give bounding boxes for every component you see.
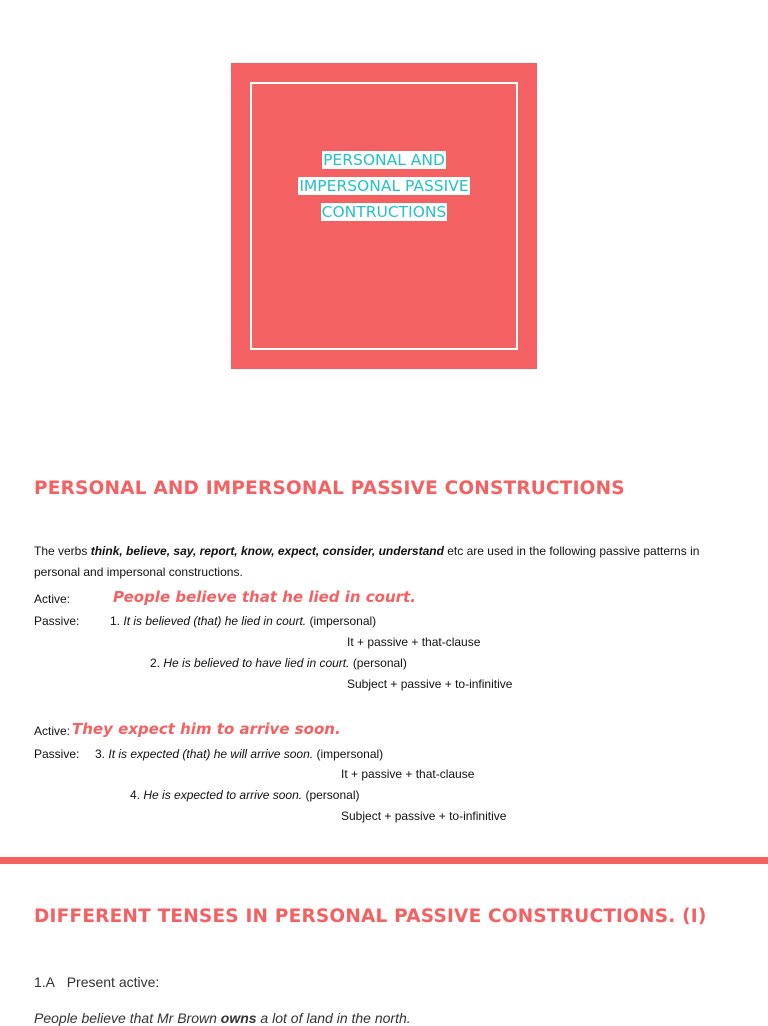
item-4-pattern: Subject + passive + to-infinitive bbox=[341, 809, 507, 823]
passive-item-2 bbox=[150, 656, 407, 670]
item-2-sentence: He is believed to have lied in court. bbox=[163, 656, 350, 670]
intro-suffix: etc are used in the following passive patterns in personal and impersonal constructions. bbox=[34, 544, 700, 579]
cover-block bbox=[231, 63, 537, 369]
passive-item-1 bbox=[110, 614, 376, 628]
item-4-number: 4. bbox=[130, 788, 141, 802]
item-1-pattern: It + passive + that-clause bbox=[347, 635, 481, 649]
item-2-pattern: Subject + passive + to-infinitive bbox=[347, 677, 513, 691]
passive-label-2: Passive: bbox=[34, 747, 80, 761]
item-2-type: (personal) bbox=[352, 656, 407, 670]
cover-title-line-1: PERSONAL AND bbox=[323, 151, 445, 169]
item-4-sentence: He is expected to arrive soon. bbox=[143, 788, 303, 802]
intro-paragraph bbox=[34, 541, 734, 583]
item-3-number: 3. bbox=[95, 747, 106, 761]
section-divider bbox=[0, 857, 768, 864]
item-4-type: (personal) bbox=[305, 788, 360, 802]
sentence-suffix: a lot of land in the north. bbox=[256, 1010, 411, 1026]
intro-prefix: The verbs bbox=[34, 544, 91, 558]
section-2-heading: DIFFERENT TENSES IN PERSONAL PASSIVE CONSTRUCTIONS. (I) bbox=[34, 906, 707, 927]
active-sentence-2: They expect him to arrive soon. bbox=[72, 720, 341, 738]
passive-item-4 bbox=[130, 788, 359, 802]
sentence-bold-verb: owns bbox=[220, 1010, 257, 1026]
subsection-title: Present active: bbox=[66, 974, 160, 990]
sentence-prefix: People believe that Mr Brown bbox=[34, 1010, 221, 1026]
cover-title bbox=[231, 147, 537, 225]
item-1-number: 1. bbox=[110, 614, 121, 628]
item-3-sentence: It is expected (that) he will arrive soon. bbox=[108, 747, 314, 761]
subsection-label: 1.A bbox=[34, 974, 56, 990]
item-3-type: (impersonal) bbox=[316, 747, 384, 761]
item-2-number: 2. bbox=[150, 656, 161, 670]
cover-title-line-2: IMPERSONAL PASSIVE bbox=[299, 177, 469, 195]
subsection-1a bbox=[34, 974, 159, 990]
passive-item-3 bbox=[95, 747, 383, 761]
active-sentence-1: People believe that he lied in court. bbox=[113, 588, 416, 606]
item-1-sentence: It is believed (that) he lied in court. bbox=[123, 614, 307, 628]
active-label-1: Active: bbox=[34, 592, 71, 606]
section-1-heading: PERSONAL AND IMPERSONAL PASSIVE CONSTRUCTIONS bbox=[34, 478, 625, 499]
passive-label-1: Passive: bbox=[34, 614, 80, 628]
intro-verbs: think, believe, say, report, know, expect, consider, understand bbox=[90, 544, 444, 558]
cover-title-line-3: CONTRUCTIONS bbox=[321, 203, 447, 221]
item-3-pattern: It + passive + that-clause bbox=[341, 767, 475, 781]
active-label-2: Active: bbox=[34, 724, 71, 738]
item-1-type: (impersonal) bbox=[309, 614, 377, 628]
